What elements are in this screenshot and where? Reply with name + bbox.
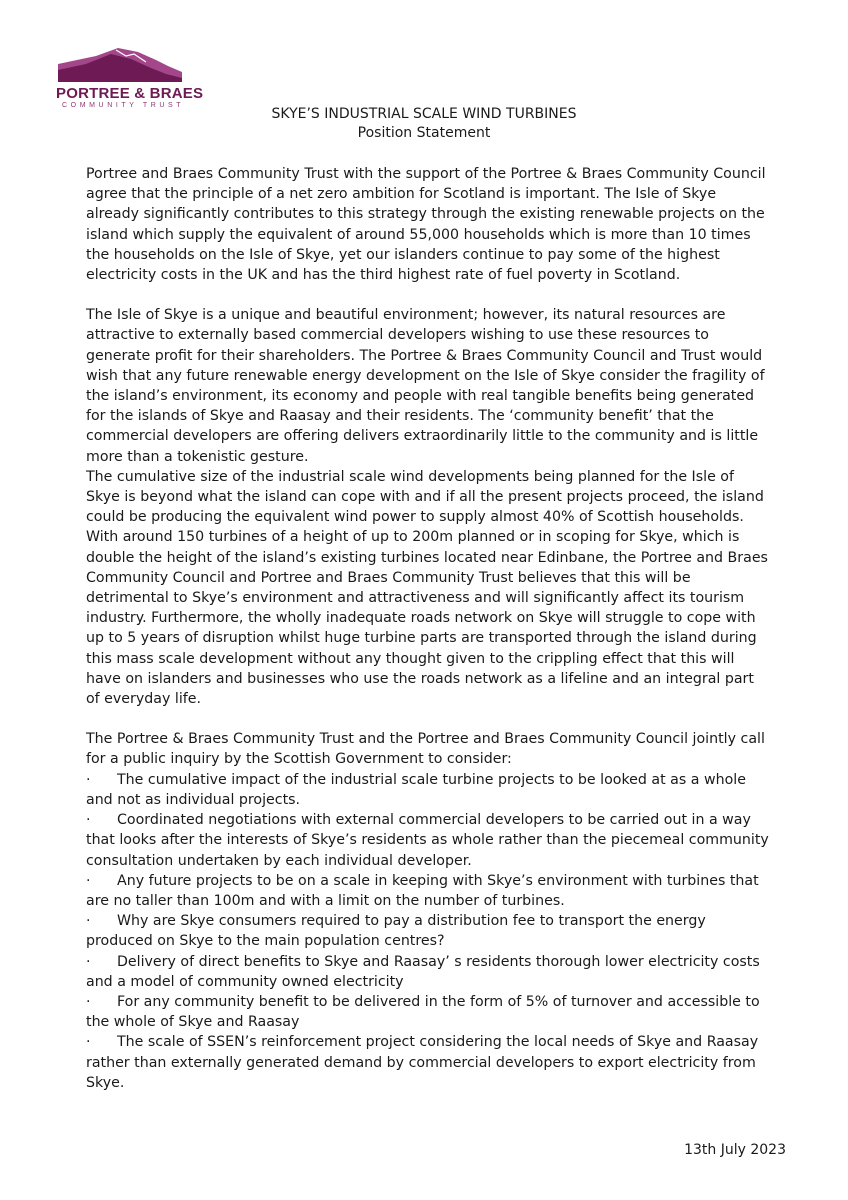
document-subtitle: Position Statement — [357, 125, 491, 141]
document-title: SKYE’S INDUSTRIAL SCALE WIND TURBINES — [271, 106, 577, 122]
trust-logo — [56, 44, 204, 109]
bullet-icon: · — [86, 953, 91, 970]
bullet-text: Delivery of direct benefits to Skye and Raasay’ s residents thorough lower electricity costs and a model of community owned electricity — [86, 953, 760, 990]
paragraph: The cumulative size of the industrial scale wind developments being planned for the Isle of Skye is beyond what the island can cope with and if all the present projects proceed, the island could be producing the equivalent wind power to supply almost 40% of Scottish households. With around 150 turbines of a height of up to 200m planned or in scoping for Skye, which is double the height of the island’s existing turbines located near Edinbane, the Portree and Braes Community Council and Portree and Braes Community Trust believes that this will be detrimental to Skye’s environment and attractiveness and will significantly affect its tourism industry. Furthermore, the wholly inadequate roads network on Skye will struggle to cope with up to 5 years of disruption whilst huge turbine parts are transported through the island during this mass scale development without any thought given to the crippling effect that this will have on islanders and businesses who use the roads network as a lifeline and an integral part of everyday life. — [86, 468, 768, 708]
bullet-text: Coordinated negotiations with external commercial developers to be carried out in a way that looks after the interests of Skye’s residents as whole rather than the piecemeal community consultation undertaken by each individual developer. — [86, 812, 769, 869]
list-item — [86, 770, 770, 810]
paragraph: The Isle of Skye is a unique and beautiful environment; however, its natural resources are attractive to externally based commercial developers wishing to use these resources to generate profit for their shareholders. The Portree & Braes Community Council and Trust would wish that any future renewable energy development on the Isle of Skye consider the fragility of the island’s environment, its economy and people with real tangible benefits being generated for the islands of Skye and Raasay and their residents. The ‘community benefit’ that the commercial developers are offering delivers extraordinarily little to the community and is little more than a tokenistic gesture. — [86, 307, 765, 465]
logo-subtitle: COMMUNITY TRUST — [62, 102, 185, 109]
bullet-text: For any community benefit to be delivered in the form of 5% of turnover and accessible to the whole of Skye and Raasay — [86, 993, 760, 1031]
bullet-text: The scale of SSEN’s reinforcement project considering the local needs of Skye and Raasay rather than externally generated demand by commercial developers to export electricity from Skye. — [86, 1034, 759, 1091]
mountain-logo-icon — [56, 44, 184, 82]
paragraph: Portree and Braes Community Trust with the support of the Portree & Braes Community Council agree that the principle of a net zero ambition for Scotland is important. The Isle of Skye already significantly contributes to this strategy through the existing renewable projects on the island which supply the equivalent of around 55,000 households which is more than 10 times the households on the Isle of Skye, yet our islanders continue to pay some of the highest electricity costs in the UK and has the third highest rate of fuel poverty in Scotland. — [86, 166, 766, 284]
bullet-icon: · — [86, 812, 91, 829]
bullet-icon: · — [86, 1034, 91, 1051]
bullet-icon: · — [86, 993, 91, 1010]
list-item — [86, 871, 770, 911]
paragraph: The Portree & Braes Community Trust and the Portree and Braes Community Council jointly call for a public inquiry by the Scottish Government to consider: — [86, 731, 765, 768]
list-item — [86, 911, 770, 951]
list-item — [86, 1032, 770, 1093]
document-body — [86, 164, 770, 1093]
list-item — [86, 992, 770, 1032]
bullet-text: Why are Skye consumers required to pay a distribution fee to transport the energy produced on Skye to the main population centres? — [86, 913, 706, 950]
list-item — [86, 952, 770, 992]
bullet-text: The cumulative impact of the industrial scale turbine projects to be looked at as a whole and not as individual projects. — [86, 771, 746, 808]
document-title-block — [0, 105, 848, 143]
bullet-list — [86, 770, 770, 1093]
bullet-icon: · — [86, 872, 91, 889]
bullet-icon: · — [86, 913, 91, 930]
bullet-text: Any future projects to be on a scale in keeping with Skye’s environment with turbines that are no taller than 100m and with a limit on the number of turbines. — [86, 872, 759, 909]
document-date: 13th July 2023 — [684, 1142, 786, 1158]
logo-name: PORTREE & BRAES — [56, 85, 204, 102]
list-item — [86, 810, 770, 871]
bullet-icon: · — [86, 771, 91, 788]
